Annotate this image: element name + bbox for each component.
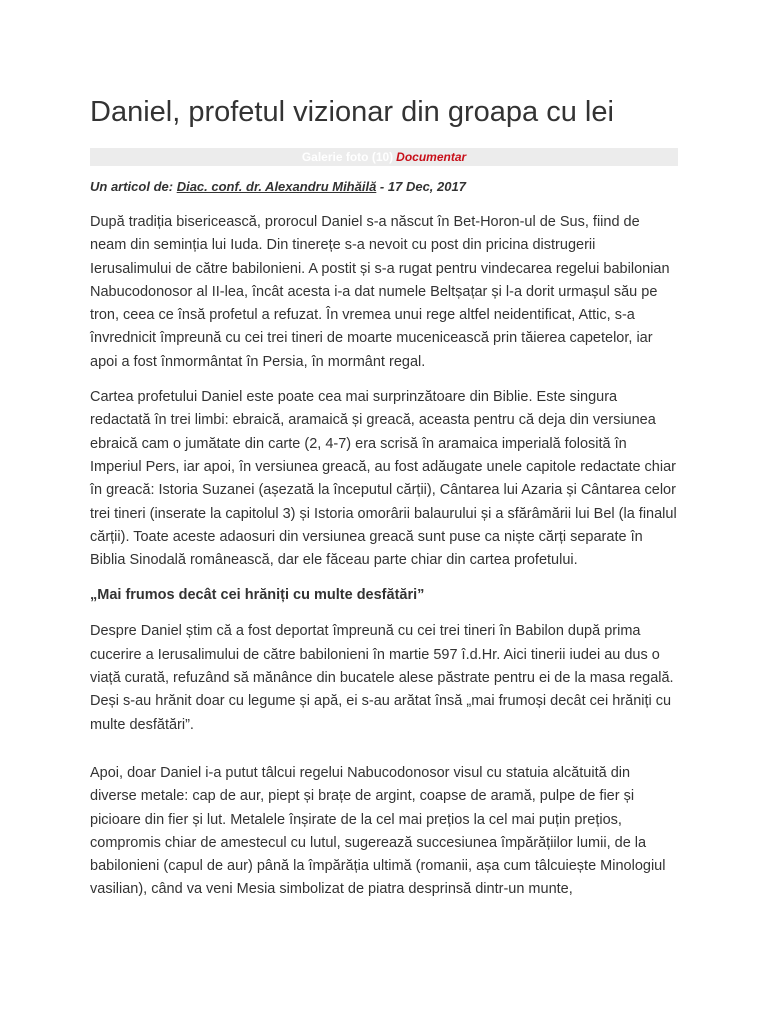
byline-prefix: Un articol de: [90,179,177,194]
article-date: 17 Dec, 2017 [387,179,466,194]
article-body [90,211,678,914]
article-meta-bar [90,148,678,166]
paragraph-4: Apoi, doar Daniel i-a putut tâlcui regelui Nabucodonosor visul cu statuia alcătuită din diverse metale: cap de aur, piept și brațe de argint, coapse de aramă, pulpe de fier și picioare din fier și lut. Metalele înșirate de la cel mai prețios la cel mai puțin prețios, compromis chiar de amestecul cu lutul, sugerează succesiunea împărățiilor lumii, de la babilonieni (capul de aur) până la împărăția ultimă (romanii, așa cum tâlcuiește Minologiul vasilian), când va veni Mesia simbolizat de piatra desprinsă dintr-un munte, [90,764,666,898]
byline [90,177,678,197]
section-heading: „Mai frumos decât cei hrăniți cu multe desfătări” [90,587,425,604]
paragraph-2: Cartea profetului Daniel este poate cea mai surprinzătoare din Biblie. Este singura redactată în trei limbi: ebraică, aramaică și greacă, aceasta pentru că deja din versiunea ebraică cam o jumătate din carte (2, 4-7) era scrisă în aramaica imperială folosită în Imperiul Pers, iar apoi, în versiunea greacă, au fost adăugate unele capitole redactate chiar în greacă: Istoria Suzanei (așezată la începutul cărții), Cântarea lui Azaria și Cântarea celor trei tineri (inserate la capitolul 3) și Istoria omorârii balaurului și a sfărâmării lui Bel (la finalul cărții). Toate aceste adaosuri din versiunea greacă sunt puse ca niște cărți separate în Biblia Sinodală românească, dar ele făceau parte chiar din cartea profetului. [90,389,677,569]
paragraph-3: Despre Daniel știm că a fost deportat împreună cu cei trei tineri în Babilon după prima cucerire a Ierusalimului de către babilonieni în martie 597 î.d.Hr. Aici tinerii iudei au dus o viață curată, refuzând să mănânce din bucatele alese păstrate pentru ei de la masa regală. Deși s-au hrănit doar cu legume și apă, ei s-au arătat însă „mai frumoși decât cei hrăniți cu multe desfătări”. [90,623,674,733]
byline-separator: - [376,179,388,194]
article-title: Daniel, profetul vizionar din groapa cu lei [90,96,614,128]
category-link[interactable]: Documentar [396,150,467,164]
photo-gallery-link[interactable]: Galerie foto (10) [301,150,394,164]
author-link[interactable]: Diac. conf. dr. Alexandru Mihăilă [176,179,377,194]
paragraph-1: După tradiția bisericească, prorocul Daniel s-a născut în Bet-Horon-ul de Sus, fiind de neam din seminția lui Iuda. Din tinerețe s-a nevoit cu post din pricina distrugerii Ierusalimului de către babilonieni. A postit și s-a rugat pentru vindecarea regelui babilonian Nabucodonosor al II-lea, încât acesta i-a dat numele Beltșațar și l-a dorit urmașul său pe tron, ceea ce însă profetul a refuzat. În vremea unui rege altfel neidentificat, Attic, s-a învrednicit împreună cu cei trei tineri de moarte mucenicească prin tăierea capetelor, iar apoi a fost înmormântat în Persia, în mormânt regal. [90,214,670,370]
